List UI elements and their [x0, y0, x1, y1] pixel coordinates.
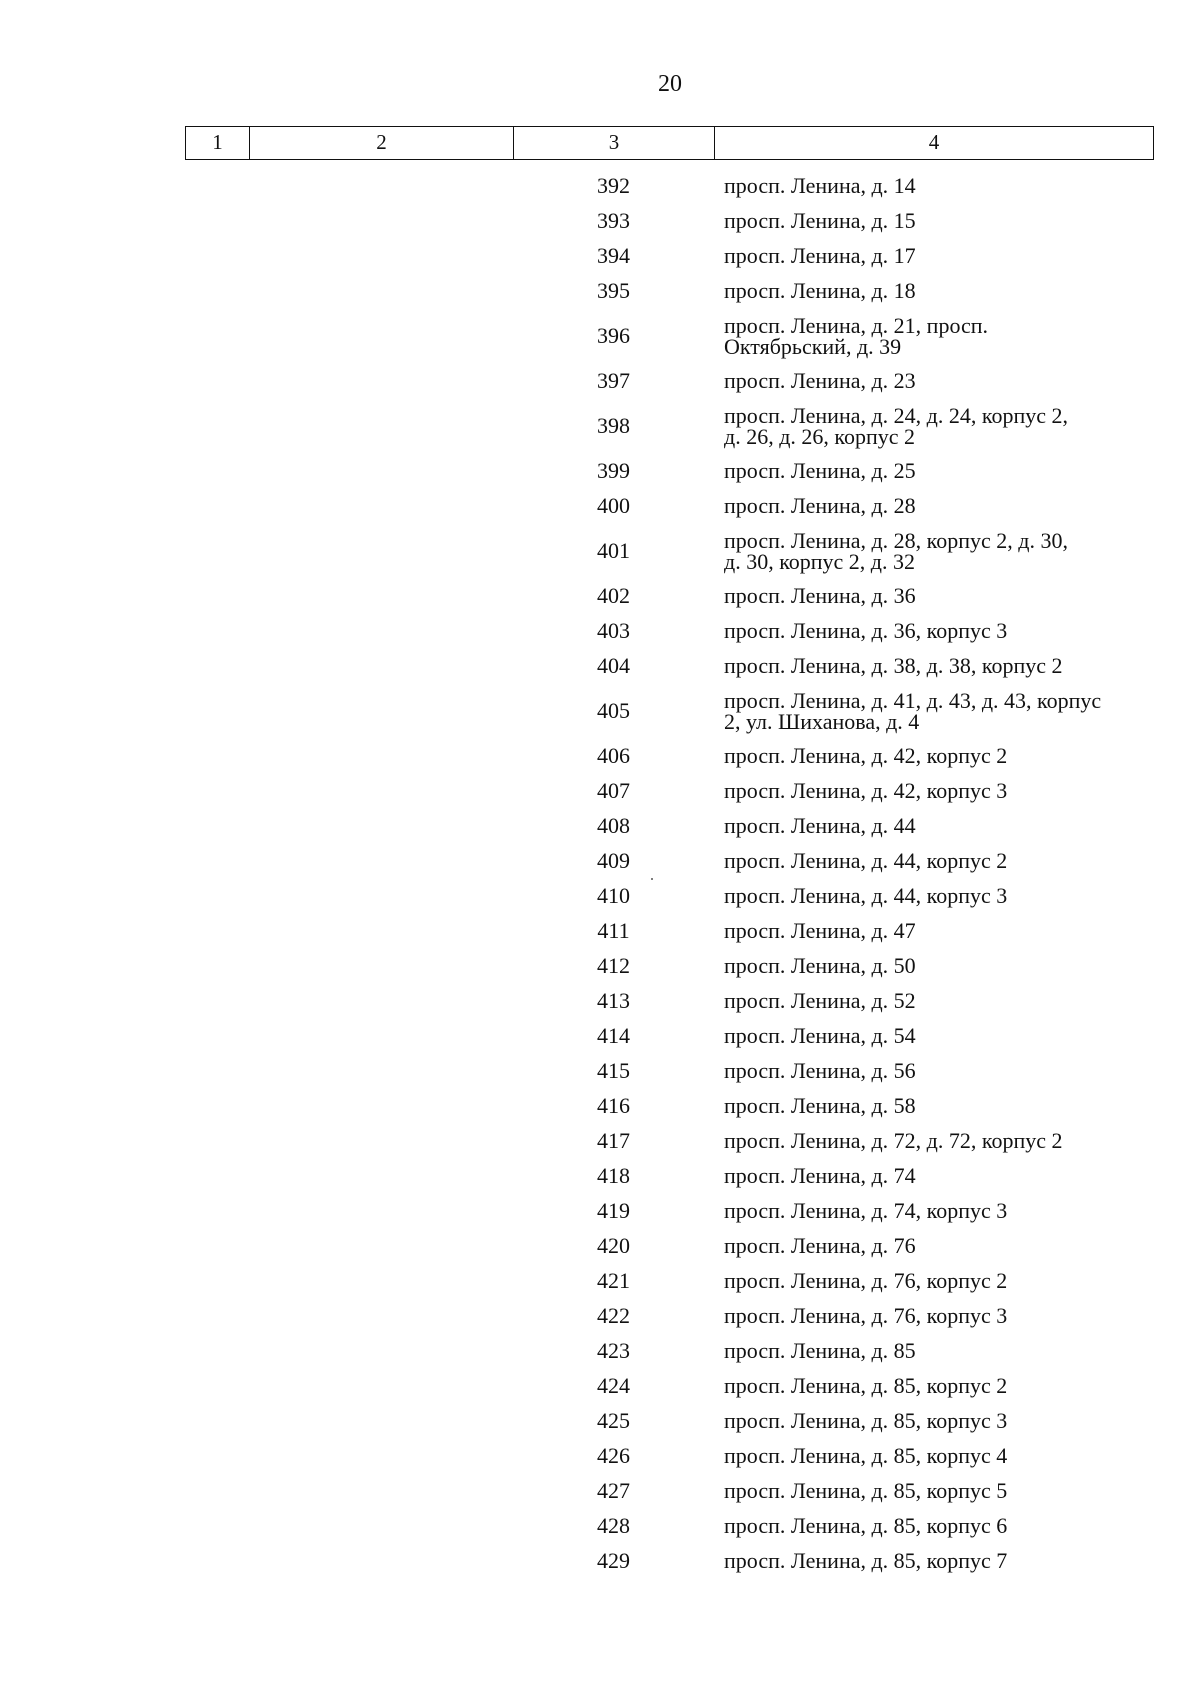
row-address: просп. Ленина, д. 85, корпус 2	[724, 1373, 1008, 1398]
table-row	[0, 1018, 1200, 1053]
table-row	[0, 1438, 1200, 1473]
table-row	[0, 1228, 1200, 1263]
row-address: просп. Ленина, д. 85, корпус 6	[724, 1513, 1008, 1538]
table-row	[0, 1368, 1200, 1403]
row-number: 410	[597, 882, 630, 908]
row-address: просп. Ленина, д. 47	[724, 918, 916, 943]
row-number: 416	[597, 1092, 630, 1118]
header-col-3: 3	[514, 127, 715, 159]
row-number: 407	[597, 777, 630, 803]
row-address: просп. Ленина, д. 44	[724, 813, 916, 838]
row-number: 394	[597, 242, 630, 268]
row-number: 393	[597, 207, 630, 233]
table-row	[0, 1088, 1200, 1123]
table-row	[0, 948, 1200, 983]
page-number: 20	[658, 71, 682, 97]
table-row	[0, 878, 1200, 913]
table-row	[0, 578, 1200, 613]
row-address: просп. Ленина, д. 24, д. 24, корпус 2, д. 26, д. 26, корпус 2	[724, 402, 1068, 449]
row-address: просп. Ленина, д. 44, корпус 2	[724, 848, 1008, 873]
table-header	[185, 126, 1154, 160]
row-number: 392	[597, 172, 630, 198]
table-row	[0, 1543, 1200, 1578]
row-number: 403	[597, 617, 630, 643]
header-col-2: 2	[250, 127, 514, 159]
table-row	[0, 523, 1200, 578]
row-number: 417	[597, 1127, 630, 1153]
row-number: 400	[597, 492, 630, 518]
row-number: 408	[597, 812, 630, 838]
row-number: 420	[597, 1232, 630, 1258]
table-row	[0, 913, 1200, 948]
row-address: просп. Ленина, д. 76, корпус 2	[724, 1268, 1008, 1293]
row-number: 409	[597, 847, 630, 873]
row-number: 423	[597, 1337, 630, 1363]
row-address: просп. Ленина, д. 15	[724, 208, 916, 233]
table-row	[0, 1508, 1200, 1543]
row-address: просп. Ленина, д. 56	[724, 1058, 916, 1083]
table-row	[0, 683, 1200, 738]
row-address: просп. Ленина, д. 25	[724, 458, 916, 483]
row-address: просп. Ленина, д. 76	[724, 1233, 916, 1258]
row-address: просп. Ленина, д. 50	[724, 953, 916, 978]
row-address: просп. Ленина, д. 74, корпус 3	[724, 1198, 1008, 1223]
row-number: 422	[597, 1302, 630, 1328]
row-number: 418	[597, 1162, 630, 1188]
row-address: просп. Ленина, д. 52	[724, 988, 916, 1013]
table-row	[0, 808, 1200, 843]
row-address: просп. Ленина, д. 38, д. 38, корпус 2	[724, 653, 1063, 678]
table-row	[0, 203, 1200, 238]
table-row	[0, 843, 1200, 878]
row-number: 428	[597, 1512, 630, 1538]
table-row	[0, 398, 1200, 453]
row-number: 412	[597, 952, 630, 978]
row-address: просп. Ленина, д. 72, д. 72, корпус 2	[724, 1128, 1063, 1153]
row-address: просп. Ленина, д. 54	[724, 1023, 916, 1048]
row-address: просп. Ленина, д. 76, корпус 3	[724, 1303, 1008, 1328]
table-row	[0, 1123, 1200, 1158]
row-address: просп. Ленина, д. 21, просп. Октябрьский, д. 39	[724, 312, 989, 359]
row-number: 413	[597, 987, 630, 1013]
row-number: 424	[597, 1372, 630, 1398]
table-row	[0, 453, 1200, 488]
row-number: 399	[597, 457, 630, 483]
row-address: просп. Ленина, д. 85, корпус 5	[724, 1478, 1008, 1503]
table-row	[0, 363, 1200, 398]
row-number: 398	[597, 412, 630, 438]
row-address: просп. Ленина, д. 85	[724, 1338, 916, 1363]
table-row	[0, 273, 1200, 308]
table-row	[0, 1263, 1200, 1298]
table-row	[0, 648, 1200, 683]
row-number: 406	[597, 742, 630, 768]
row-address: просп. Ленина, д. 14	[724, 173, 916, 198]
row-number: 426	[597, 1442, 630, 1468]
row-number: 401	[597, 537, 630, 563]
table-row	[0, 1403, 1200, 1438]
row-address: просп. Ленина, д. 44, корпус 3	[724, 883, 1008, 908]
header-col-4: 4	[928, 130, 940, 154]
row-address: просп. Ленина, д. 58	[724, 1093, 916, 1118]
row-address: просп. Ленина, д. 23	[724, 368, 916, 393]
row-address: просп. Ленина, д. 74	[724, 1163, 916, 1188]
table-row	[0, 308, 1200, 363]
table-row	[0, 983, 1200, 1018]
table-row	[0, 1193, 1200, 1228]
row-number: 405	[597, 697, 630, 723]
row-number: 402	[597, 582, 630, 608]
row-number: 404	[597, 652, 630, 678]
table-row	[0, 1333, 1200, 1368]
row-address: просп. Ленина, д. 41, д. 43, д. 43, корпус 2, ул. Шиханова, д. 4	[724, 687, 1102, 734]
table-row	[0, 488, 1200, 523]
table-row	[0, 613, 1200, 648]
header-col-1: 1	[186, 127, 250, 159]
row-address: просп. Ленина, д. 36, корпус 3	[724, 618, 1008, 643]
row-number: 411	[597, 917, 630, 943]
address-list	[0, 168, 1200, 1578]
table-row	[0, 168, 1200, 203]
row-address: просп. Ленина, д. 85, корпус 7	[724, 1548, 1008, 1573]
row-number: 395	[597, 277, 630, 303]
table-row	[0, 1298, 1200, 1333]
row-address: просп. Ленина, д. 42, корпус 2	[724, 743, 1008, 768]
table-row	[0, 1158, 1200, 1193]
row-number: 419	[597, 1197, 630, 1223]
table-row	[0, 738, 1200, 773]
row-number: 421	[597, 1267, 630, 1293]
row-number: 415	[597, 1057, 630, 1083]
table-row	[0, 1473, 1200, 1508]
row-address: просп. Ленина, д. 36	[724, 583, 916, 608]
table-row	[0, 1053, 1200, 1088]
row-address: просп. Ленина, д. 17	[724, 243, 916, 268]
row-number: 414	[597, 1022, 630, 1048]
row-address: просп. Ленина, д. 28	[724, 493, 916, 518]
row-number: 429	[597, 1547, 630, 1573]
table-row	[0, 773, 1200, 808]
row-address: просп. Ленина, д. 85, корпус 3	[724, 1408, 1008, 1433]
row-number: 397	[597, 367, 630, 393]
row-address: просп. Ленина, д. 18	[724, 278, 916, 303]
row-number: 427	[597, 1477, 630, 1503]
row-address: просп. Ленина, д. 85, корпус 4	[724, 1443, 1008, 1468]
row-number: 425	[597, 1407, 630, 1433]
row-address: просп. Ленина, д. 28, корпус 2, д. 30, д. 30, корпус 2, д. 32	[724, 527, 1068, 574]
table-row	[0, 238, 1200, 273]
row-address: просп. Ленина, д. 42, корпус 3	[724, 778, 1008, 803]
row-number: 396	[597, 322, 630, 348]
scan-speck	[651, 878, 653, 880]
